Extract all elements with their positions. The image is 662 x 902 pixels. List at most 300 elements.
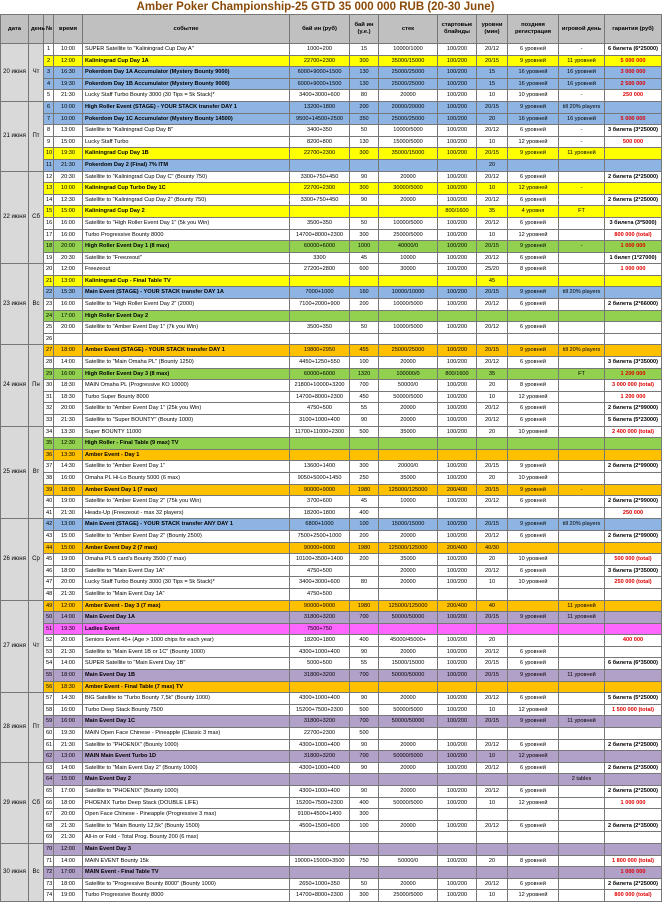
buyin-ue-cell: 130 [350,78,379,90]
table-row [1,67,662,79]
buyin-ue-cell [350,275,379,287]
num-cell: 56 [44,681,54,693]
date-cell: 30 июня [1,843,29,901]
levels-cell: 10 [477,751,508,763]
game-day-cell [559,449,605,461]
levels-cell: 10 [477,136,508,148]
table-row [1,820,662,832]
levels-cell: 20/15 [477,101,508,113]
table-row [1,345,662,357]
time-cell: 14:00 [54,658,83,670]
guarantee-cell [605,159,662,171]
levels-cell: 35 [477,206,508,218]
num-cell: 22 [44,287,54,299]
table-row [1,368,662,380]
buyin-rub-cell: 31800+3200 [290,670,350,682]
table-row [1,890,662,902]
table-row [1,403,662,415]
blinds-cell [438,681,477,693]
buyin-ue-cell: 50 [350,125,379,137]
table-row [1,716,662,728]
levels-cell: 20/15 [477,519,508,531]
buyin-ue-cell: 300 [350,55,379,67]
game-day-cell [559,843,605,855]
blinds-cell: 100/200 [438,67,477,79]
game-day-cell: 2 tables [559,774,605,786]
game-day-cell: 16 уровней [559,78,605,90]
game-day-cell [559,554,605,566]
levels-cell: 20/12 [477,171,508,183]
blinds-cell: 100/200 [438,78,477,90]
buyin-rub-cell: 7100+2000+900 [290,299,350,311]
table-row [1,867,662,879]
buyin-ue-cell [350,588,379,600]
col-header: стартовые блайнды [438,15,477,44]
levels-cell: 20/12 [477,125,508,137]
event-cell: Satellite to "Main Event 1B or 1C" (Bounty 1000) [83,646,290,658]
event-cell: High Roller - Final Table (9 max) TV [83,438,290,450]
stack-cell: 20000 [379,530,438,542]
time-cell: 18:00 [54,797,83,809]
buyin-rub-cell: 15200+7500+2300 [290,704,350,716]
levels-cell: 35 [477,368,508,380]
event-cell: Satellite to "Kaliningrad Cup Day 2" (Bounty 750) [83,194,290,206]
stack-cell: 20000/20000 [379,101,438,113]
levels-cell: 20 [477,855,508,867]
levels-cell [477,333,508,345]
game-day-cell [559,507,605,519]
buyin-rub-cell: 9500+14500+2500 [290,113,350,125]
levels-cell: 20/15 [477,716,508,728]
table-row [1,612,662,624]
num-cell: 23 [44,299,54,311]
buyin-ue-cell: 200 [350,101,379,113]
game-day-cell: 11 уровней [559,716,605,728]
time-cell: 19:00 [54,554,83,566]
levels-cell: 10 [477,704,508,716]
stack-cell: 50000/5000 [379,797,438,809]
stack-cell: 20000 [379,415,438,427]
late-reg-cell: 12 уровней [508,391,559,403]
blinds-cell: 100/200 [438,693,477,705]
event-cell: Kaliningrad Cup Day 1A [83,55,290,67]
num-cell: 1 [44,44,54,56]
buyin-ue-cell [350,333,379,345]
stack-cell [379,449,438,461]
buyin-rub-cell: 6800+1000 [290,519,350,531]
levels-cell [477,809,508,821]
buyin-ue-cell: 90 [350,693,379,705]
weekday-cell: Вс [29,843,44,901]
stack-cell: 40000/0 [379,241,438,253]
game-day-cell: - [559,44,605,56]
stack-cell: 35000 [379,472,438,484]
late-reg-cell [508,310,559,322]
buyin-rub-cell: 14700+8000+2300 [290,391,350,403]
buyin-rub-cell [290,206,350,218]
game-day-cell [559,194,605,206]
event-cell: Satellite to "Amber Event Day 1" (25k you Win) [83,403,290,415]
event-cell: Satellite to "Main Event Day 1A" [83,588,290,600]
table-row [1,577,662,589]
col-header: бай ин (у.е.) [350,15,379,44]
stack-cell [379,438,438,450]
buyin-ue-cell: 1320 [350,368,379,380]
late-reg-cell: 9 уровней [508,461,559,473]
table-row [1,194,662,206]
stack-cell: 20000 [379,577,438,589]
buyin-ue-cell: 45 [350,496,379,508]
buyin-rub-cell: 6000+9000+1500 [290,78,350,90]
buyin-rub-cell: 6000+9000+1500 [290,67,350,79]
buyin-rub-cell: 4450+1250+550 [290,357,350,369]
num-cell: 55 [44,670,54,682]
blinds-cell: 100/200 [438,646,477,658]
weekday-cell: Чт [29,600,44,693]
time-cell: 21:30 [54,507,83,519]
time-cell: 14:00 [54,855,83,867]
game-day-cell [559,809,605,821]
time-cell: 21:30 [54,646,83,658]
event-cell: Amber Event (STAGE) - YOUR STACK transfer DAY 1 [83,345,290,357]
event-cell: Satellite to "PHOENIX" (Bounty 1000) [83,786,290,798]
levels-cell [477,867,508,879]
event-cell: High Roller Event Day 2 [83,310,290,322]
time-cell: 20:00 [54,577,83,589]
blinds-cell: 100/200 [438,44,477,56]
event-cell: Lucky Staff Turbo Bounty 3000 (30 Tips = 5k Stack)* [83,90,290,102]
game-day-cell [559,704,605,716]
blinds-cell [438,159,477,171]
buyin-ue-cell: 90 [350,171,379,183]
table-row [1,113,662,125]
stack-cell: 25000/25000 [379,78,438,90]
stack-cell: 35000/15000 [379,148,438,160]
time-cell: 10:00 [54,101,83,113]
levels-cell: 20/12 [477,44,508,56]
late-reg-cell: 9 уровней [508,345,559,357]
table-row [1,391,662,403]
blinds-cell: 100/200 [438,380,477,392]
guarantee-cell [605,774,662,786]
event-cell: Main Event (STAGE) - YOUR STACK transfer ANY DAY 1 [83,519,290,531]
col-header: игровой день [559,15,605,44]
buyin-rub-cell: 14700+8000+2300 [290,890,350,902]
num-cell: 10 [44,148,54,160]
blinds-cell: 100/200 [438,264,477,276]
blinds-cell: 100/200 [438,716,477,728]
num-cell: 53 [44,646,54,658]
num-cell: 61 [44,739,54,751]
game-day-cell [559,739,605,751]
time-cell: 14:00 [54,357,83,369]
stack-cell [379,275,438,287]
buyin-ue-cell: 500 [350,426,379,438]
levels-cell: 20/15 [477,148,508,160]
stack-cell: 10000/1000 [379,44,438,56]
event-cell: High Roller Event Day 3 (8 max) [83,368,290,380]
stack-cell: 50000/5000 [379,704,438,716]
stack-cell [379,588,438,600]
late-reg-cell: 12 уровней [508,751,559,763]
event-cell: Kaliningrad Cup Day 1B [83,148,290,160]
stack-cell: 20000 [379,90,438,102]
buyin-ue-cell: 80 [350,90,379,102]
guarantee-cell: 2 билета (2*25000) [605,171,662,183]
late-reg-cell [508,507,559,519]
guarantee-cell: 2 билета (2*25000) [605,786,662,798]
col-header: дата [1,15,29,44]
game-day-cell: 11 уровней [559,670,605,682]
late-reg-cell: 9 уровней [508,670,559,682]
time-cell: 20:30 [54,252,83,264]
blinds-cell [438,333,477,345]
num-cell: 7 [44,113,54,125]
num-cell: 48 [44,588,54,600]
stack-cell: 20000 [379,194,438,206]
buyin-ue-cell [350,623,379,635]
stack-cell: 20000 [379,171,438,183]
buyin-rub-cell: 9050+5000+1450 [290,472,350,484]
levels-cell: 10 [477,90,508,102]
levels-cell: 20 [477,635,508,647]
levels-cell: 40 [477,600,508,612]
table-row [1,44,662,56]
table-row [1,878,662,890]
buyin-rub-cell [290,333,350,345]
game-day-cell [559,530,605,542]
late-reg-cell: 6 уровней [508,496,559,508]
guarantee-cell [605,542,662,554]
num-cell: 2 [44,55,54,67]
stack-cell: 10000/5000 [379,217,438,229]
time-cell: 12:00 [54,843,83,855]
buyin-rub-cell: 60000+6000 [290,241,350,253]
game-day-cell [559,438,605,450]
levels-cell: 20/15 [477,241,508,253]
blinds-cell: 100/200 [438,299,477,311]
blinds-cell: 100/200 [438,391,477,403]
buyin-rub-cell: 19000+15000+3500 [290,855,350,867]
levels-cell: 20 [477,380,508,392]
levels-cell: 10 [477,229,508,241]
buyin-ue-cell: 100 [350,357,379,369]
table-row [1,426,662,438]
table-row [1,438,662,450]
blinds-cell: 100/200 [438,241,477,253]
game-day-cell [559,322,605,334]
time-cell: 21:30 [54,415,83,427]
event-cell: Kaliningrad Cup - Final Table TV [83,275,290,287]
levels-cell: 20/12 [477,415,508,427]
event-cell: Heads-Up (Freezeout - max 32 players) [83,507,290,519]
table-row [1,310,662,322]
late-reg-cell: 6 уровней [508,786,559,798]
late-reg-cell [508,623,559,635]
num-cell: 66 [44,797,54,809]
guarantee-cell: 1 000 000 [605,264,662,276]
game-day-cell: - [559,241,605,253]
game-day-cell: till 20% players [559,287,605,299]
late-reg-cell: 6 уровней [508,820,559,832]
stack-cell [379,832,438,844]
guarantee-cell [605,333,662,345]
event-cell: Omaha PL Hi-Lo Bounty 5000 (6 max) [83,472,290,484]
buyin-rub-cell: 4300+1000+400 [290,693,350,705]
buyin-ue-cell: 250 [350,472,379,484]
table-row [1,704,662,716]
buyin-rub-cell [290,275,350,287]
table-row [1,658,662,670]
levels-cell: 20/12 [477,299,508,311]
levels-cell [477,774,508,786]
time-cell: 18:00 [54,484,83,496]
game-day-cell [559,415,605,427]
buyin-rub-cell: 22700+2300 [290,183,350,195]
num-cell: 25 [44,322,54,334]
time-cell: 16:00 [54,299,83,311]
blinds-cell: 100/200 [438,403,477,415]
blinds-cell: 100/200 [438,797,477,809]
event-cell: Omaha PL 5 card's Bounty 3500 (7 max) [83,554,290,566]
late-reg-cell: 6 уровней [508,217,559,229]
stack-cell: 50000/50000 [379,670,438,682]
game-day-cell: till 20% players [559,345,605,357]
date-cell: 26 июня [1,519,29,600]
guarantee-cell: 800 000 (total) [605,890,662,902]
late-reg-cell: 6 уровней [508,299,559,311]
buyin-rub-cell: 4750+500 [290,403,350,415]
event-cell: Amber Event Day 2 (7 max) [83,542,290,554]
num-cell: 3 [44,67,54,79]
blinds-cell: 100/200 [438,113,477,125]
late-reg-cell: 12 уровней [508,136,559,148]
game-day-cell [559,681,605,693]
buyin-rub-cell: 4750+500 [290,588,350,600]
table-row [1,275,662,287]
buyin-ue-cell: 500 [350,704,379,716]
date-cell: 23 июня [1,264,29,345]
stack-cell: 50000/5000 [379,391,438,403]
blinds-cell: 100/200 [438,658,477,670]
num-cell: 36 [44,449,54,461]
stack-cell: 20000 [379,820,438,832]
guarantee-cell: 1 000 000 [605,867,662,879]
stack-cell: 10000/5000 [379,322,438,334]
table-row [1,125,662,137]
blinds-cell: 100/200 [438,878,477,890]
late-reg-cell: 8 уровней [508,380,559,392]
num-cell: 13 [44,183,54,195]
event-cell: Satellite to "High Roller Event Day 2" (2000) [83,299,290,311]
buyin-ue-cell: 130 [350,136,379,148]
stack-cell [379,206,438,218]
buyin-rub-cell [290,843,350,855]
event-cell: Lucky Staff Turbo [83,136,290,148]
game-day-cell [559,357,605,369]
buyin-rub-cell: 18200+1800 [290,635,350,647]
time-cell: 16:30 [54,67,83,79]
guarantee-cell: 2 билета (2*99000) [605,461,662,473]
num-cell: 52 [44,635,54,647]
levels-cell [477,728,508,740]
blinds-cell [438,507,477,519]
buyin-ue-cell [350,774,379,786]
guarantee-cell [605,472,662,484]
buyin-rub-cell: 21800+10000+3200 [290,380,350,392]
time-cell: 18:00 [54,565,83,577]
time-cell: 19:00 [54,496,83,508]
num-cell: 17 [44,229,54,241]
table-row [1,739,662,751]
time-cell: 21:30 [54,832,83,844]
buyin-ue-cell: 700 [350,612,379,624]
blinds-cell: 200/400 [438,484,477,496]
buyin-rub-cell: 3400+350 [290,125,350,137]
buyin-ue-cell: 300 [350,229,379,241]
time-cell: 17:00 [54,310,83,322]
table-row [1,646,662,658]
time-cell: 18:30 [54,380,83,392]
buyin-rub-cell: 9100+4500+1400 [290,809,350,821]
event-cell: Satellite to "Amber Event Day 1" (7k you Win) [83,322,290,334]
late-reg-cell: 9 уровней [508,484,559,496]
late-reg-cell [508,600,559,612]
num-cell: 46 [44,565,54,577]
num-cell: 54 [44,658,54,670]
late-reg-cell [508,832,559,844]
buyin-ue-cell: 300 [350,148,379,160]
buyin-rub-cell: 4500+1500+600 [290,820,350,832]
event-cell: Main Event (STAGE) - YOUR STACK transfer DAY 1A [83,287,290,299]
levels-cell: 20/12 [477,322,508,334]
table-row [1,171,662,183]
time-cell: 15:00 [54,136,83,148]
table-row [1,588,662,600]
table-row [1,159,662,171]
buyin-ue-cell: 300 [350,183,379,195]
stack-cell [379,310,438,322]
game-day-cell [559,159,605,171]
num-cell: 21 [44,275,54,287]
table-row [1,484,662,496]
blinds-cell: 100/200 [438,670,477,682]
table-row [1,832,662,844]
buyin-ue-cell: 455 [350,345,379,357]
table-row [1,206,662,218]
buyin-ue-cell [350,681,379,693]
buyin-ue-cell: 300 [350,461,379,473]
stack-cell: 25000/5000 [379,890,438,902]
levels-cell: 20 [477,554,508,566]
blinds-cell: 100/200 [438,472,477,484]
table-row [1,519,662,531]
blinds-cell [438,728,477,740]
guarantee-cell [605,728,662,740]
guarantee-cell [605,623,662,635]
game-day-cell [559,542,605,554]
num-cell: 20 [44,264,54,276]
game-day-cell [559,820,605,832]
guarantee-cell [605,843,662,855]
guarantee-cell: 250 000 [605,507,662,519]
num-cell: 19 [44,252,54,264]
levels-cell: 20/15 [477,658,508,670]
buyin-rub-cell: 1000+200 [290,44,350,56]
table-row [1,728,662,740]
stack-cell: 20000 [379,878,438,890]
buyin-ue-cell: 700 [350,670,379,682]
